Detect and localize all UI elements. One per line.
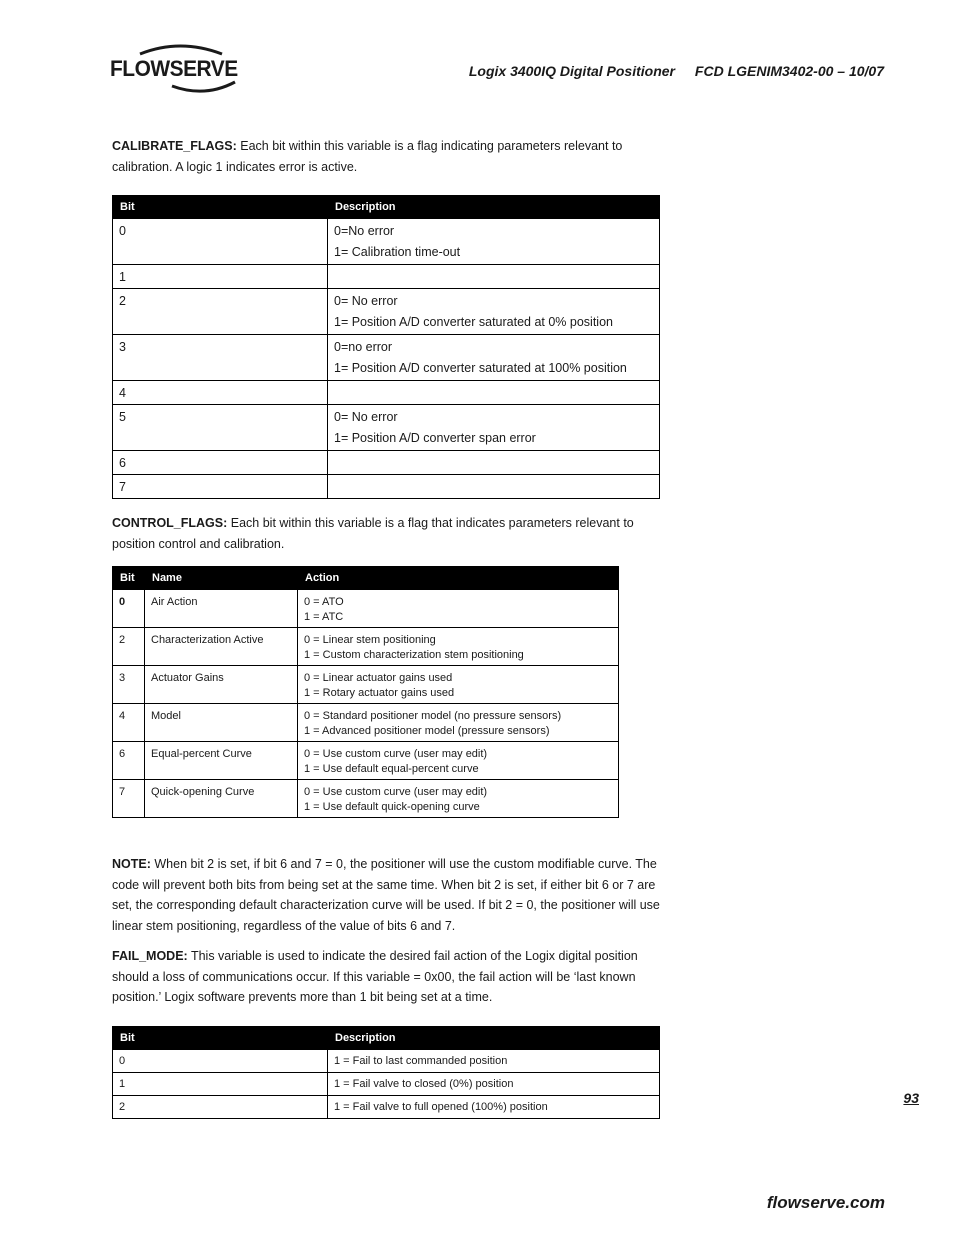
table-header-row	[113, 567, 619, 590]
bit-cell: 3	[113, 335, 328, 381]
table-row	[113, 335, 660, 381]
table-row	[113, 289, 660, 335]
table-row	[113, 405, 660, 451]
action-cell	[298, 742, 619, 780]
bit-cell: 2	[113, 628, 145, 666]
bit-cell: 0	[113, 1050, 328, 1073]
logo-wordmark: FLOWSERVE	[110, 56, 238, 81]
table-header-row	[113, 196, 660, 219]
bit-cell: 2	[113, 289, 328, 335]
action-line: 1 = Custom characterization stem positioning	[304, 649, 524, 661]
action-line: 0 = Use custom curve (user may edit)	[304, 748, 488, 760]
action-cell	[298, 628, 619, 666]
name-cell: Actuator Gains	[145, 666, 298, 704]
bit-cell: 2	[113, 1096, 328, 1119]
header-title	[469, 63, 884, 79]
action-cell	[298, 666, 619, 704]
column-header-bit: Bit	[113, 567, 145, 590]
name-cell: Characterization Active	[145, 628, 298, 666]
description-cell	[328, 265, 660, 289]
action-line: 1 = Advanced positioner model (pressure sensors)	[304, 725, 550, 737]
table-row	[113, 780, 619, 818]
fail-mode-text: This variable is used to indicate the desired fail action of the Logix digital position should a loss of communications occur. If this variable = 0x00, the fail action will be ‘last known position.’ Logix software prevents more than 1 bit being set at a time.	[112, 949, 638, 1004]
description-cell	[328, 335, 660, 381]
bit-cell: 7	[113, 475, 328, 499]
column-header-name: Name	[145, 567, 298, 590]
product-name: Logix 3400IQ Digital Positioner	[468, 63, 676, 79]
description-line: 0= No error	[334, 410, 398, 424]
action-line: 1 = ATC	[304, 611, 344, 623]
table-header-row	[113, 1027, 660, 1050]
column-header-bit: Bit	[113, 196, 328, 219]
table-row	[113, 1073, 660, 1096]
calibrate-flags-paragraph	[112, 136, 667, 177]
description-cell: 1 = Fail valve to closed (0%) position	[328, 1073, 660, 1096]
note-text: When bit 2 is set, if bit 6 and 7 = 0, the positioner will use the custom modifiable curve. The code will prevent both bits from being set at the same time. When bit 2 is set, if either bit 6 or 7 are set, the corresponding default characterization curve will be used. If bit 2 = 0, the positioner will use linear stem positioning, regardless of the value of bits 6 and 7.	[112, 857, 660, 933]
page-number: 93	[903, 1090, 919, 1106]
fail-mode-term: FAIL_MODE:	[112, 949, 188, 963]
bit-cell: 0	[113, 219, 328, 265]
description-cell	[328, 475, 660, 499]
table-row	[113, 742, 619, 780]
table-row	[113, 219, 660, 265]
control-flags-term: CONTROL_FLAGS:	[112, 516, 228, 530]
calibrate-flags-table	[112, 195, 660, 499]
control-flags-text: Each bit within this variable is a flag that indicates parameters relevant to position control and calibration.	[112, 516, 634, 551]
bit-cell: 4	[113, 704, 145, 742]
flowserve-logo	[110, 42, 250, 96]
name-cell: Model	[145, 704, 298, 742]
table-row	[113, 265, 660, 289]
column-header-bit: Bit	[113, 1027, 328, 1050]
description-cell	[328, 219, 660, 265]
table-row	[113, 590, 619, 628]
bit-cell: 5	[113, 405, 328, 451]
action-line: 0 = Linear stem positioning	[304, 634, 436, 646]
bit-cell: 7	[113, 780, 145, 818]
action-line: 0 = ATO	[304, 596, 344, 608]
column-header-description: Description	[328, 1027, 660, 1050]
control-flags-table	[112, 566, 619, 818]
column-header-action: Action	[298, 567, 619, 590]
table-row	[113, 451, 660, 475]
action-line: 1 = Rotary actuator gains used	[304, 687, 455, 699]
description-line: 1= Position A/D converter saturated at 0% position	[334, 314, 613, 329]
description-line: 1= Position A/D converter saturated at 100% position	[334, 360, 627, 375]
table-row	[113, 381, 660, 405]
action-line: 0 = Linear actuator gains used	[304, 672, 453, 684]
fail-mode-paragraph	[112, 946, 667, 1008]
action-line: 0 = Standard positioner model (no pressure sensors)	[304, 710, 562, 722]
bit-cell: 6	[113, 451, 328, 475]
description-cell	[328, 451, 660, 475]
name-cell: Equal-percent Curve	[145, 742, 298, 780]
note-paragraph	[112, 854, 667, 936]
action-cell	[298, 780, 619, 818]
bit-cell: 1	[113, 1073, 328, 1096]
bit-cell: 1	[113, 265, 328, 289]
table-row	[113, 1050, 660, 1073]
table-row	[113, 628, 619, 666]
table-row	[113, 1096, 660, 1119]
action-cell	[298, 704, 619, 742]
note-term: NOTE:	[112, 857, 151, 871]
document-code: FCD LGENIM3402-00 – 10/07	[694, 63, 884, 79]
description-line: 1= Calibration time-out	[334, 244, 461, 259]
description-cell: 1 = Fail to last commanded position	[328, 1050, 660, 1073]
name-cell: Air Action	[145, 590, 298, 628]
description-cell: 1 = Fail valve to full opened (100%) position	[328, 1096, 660, 1119]
control-flags-paragraph	[112, 513, 667, 554]
description-cell	[328, 289, 660, 335]
action-line: 1 = Use default quick-opening curve	[304, 801, 480, 813]
description-cell	[328, 405, 660, 451]
description-line: 1= Position A/D converter span error	[334, 430, 536, 445]
table-row	[113, 475, 660, 499]
table-row	[113, 704, 619, 742]
bit-cell: 6	[113, 742, 145, 780]
action-line: 1 = Use default equal-percent curve	[304, 763, 479, 775]
name-cell: Quick-opening Curve	[145, 780, 298, 818]
calibrate-flags-term: CALIBRATE_FLAGS:	[112, 139, 237, 153]
table-row	[113, 666, 619, 704]
footer-url: flowserve.com	[766, 1193, 885, 1212]
description-cell	[328, 381, 660, 405]
action-line: 0 = Use custom curve (user may edit)	[304, 786, 488, 798]
description-line: 0=no error	[334, 340, 393, 354]
bit-cell: 3	[113, 666, 145, 704]
bit-cell: 0	[113, 590, 145, 628]
bit-cell: 4	[113, 381, 328, 405]
description-line: 0= No error	[334, 294, 398, 308]
description-line: 0=No error	[334, 224, 395, 238]
fail-mode-table	[112, 1026, 660, 1119]
calibrate-flags-text: Each bit within this variable is a flag indicating parameters relevant to calibration. A logic 1 indicates error is active.	[112, 139, 623, 174]
action-cell	[298, 590, 619, 628]
column-header-description: Description	[328, 196, 660, 219]
